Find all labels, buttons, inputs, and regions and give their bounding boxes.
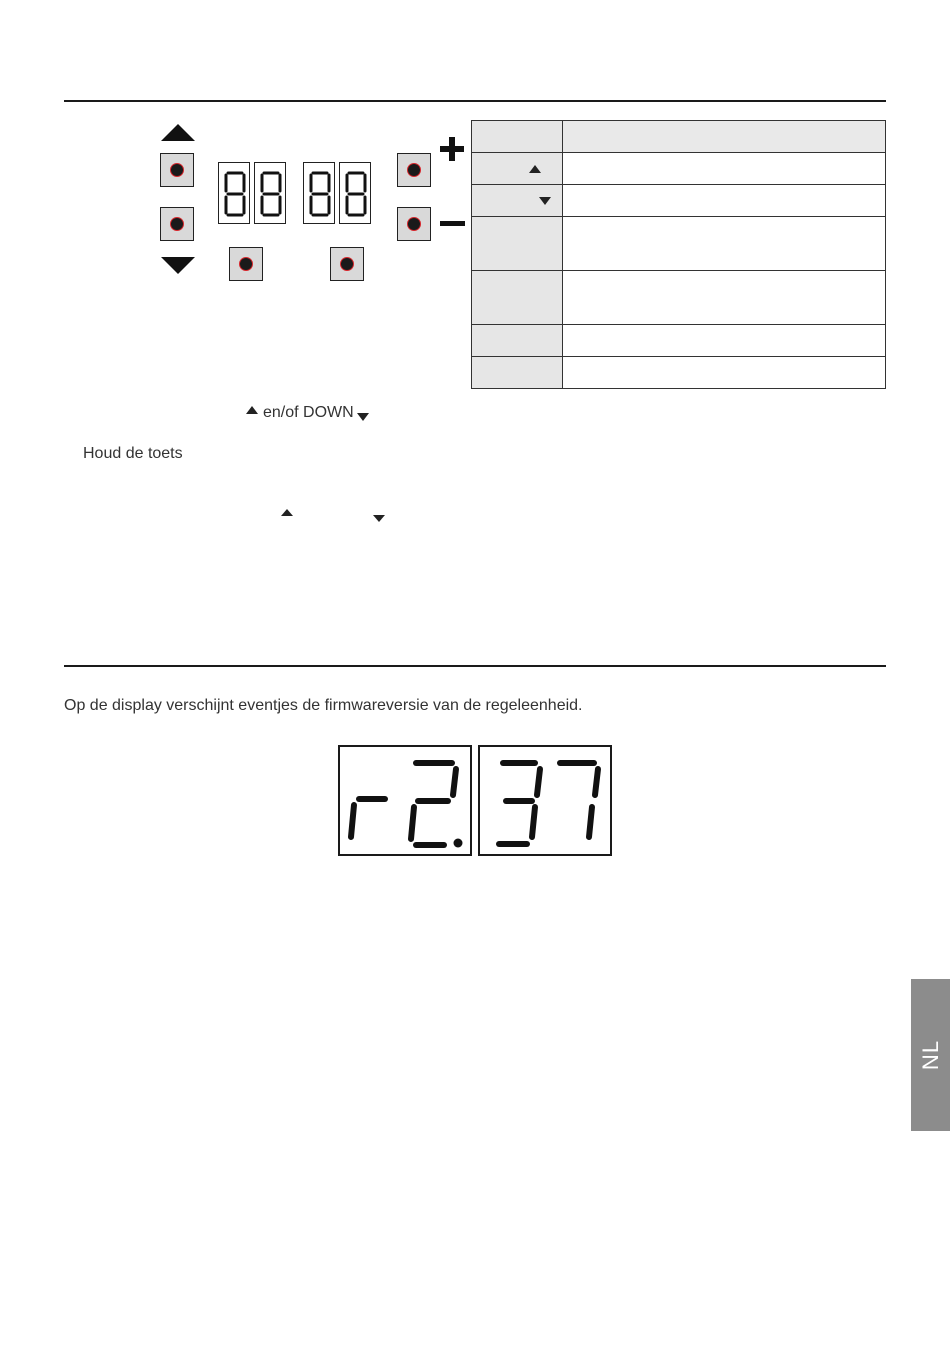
down-triangle-icon [373,515,385,522]
minus-button[interactable] [397,207,431,241]
function-table [471,120,886,389]
led-indicator [407,217,421,231]
table-cell-value [563,153,886,185]
up-triangle-icon [281,509,293,516]
table-cell-key [472,357,563,389]
instruction-line-1: en/of DOWN [263,404,354,421]
firmware-digits-right [480,747,610,854]
table-row [472,217,886,271]
table-row [472,357,886,389]
up-arrow-icon [160,124,196,142]
led-indicator [170,163,184,177]
led-indicator [170,217,184,231]
firmware-display-right [478,745,612,856]
top-rule [64,100,886,102]
segment-digit-3 [303,162,335,224]
language-label: NL [917,1039,943,1071]
table-cell-key [472,185,563,217]
table-header-row [472,121,886,153]
table-cell-key [472,325,563,357]
segment-digit-1 [218,162,250,224]
down-triangle-icon [539,197,551,205]
section-rule [64,665,886,667]
table-row [472,325,886,357]
segment-digit-4 [339,162,371,224]
down-button[interactable] [160,207,194,241]
language-tab [911,979,950,1131]
segment-digit-2 [254,162,286,224]
table-cell-value [563,185,886,217]
table-cell-value [563,357,886,389]
minus-icon [440,219,466,229]
firmware-description: Op de display verschijnt eventjes de firmwareversie van de regeleenheid. [64,697,583,714]
led-indicator [407,163,421,177]
table-cell-key [472,271,563,325]
table-row [472,185,886,217]
up-button[interactable] [160,153,194,187]
up-triangle-icon [246,406,258,414]
table-cell-key [472,121,563,153]
led-indicator [340,257,354,271]
left-bottom-button[interactable] [229,247,263,281]
table-cell-key [472,153,563,185]
plus-icon [439,136,465,162]
plus-button[interactable] [397,153,431,187]
table-row [472,271,886,325]
table-cell-value [563,217,886,271]
table-cell-value [563,121,886,153]
down-arrow-icon [160,257,196,275]
table-cell-key [472,217,563,271]
led-indicator [239,257,253,271]
instruction-line-2: Houd de toets [83,445,183,462]
table-row [472,153,886,185]
firmware-digits-left [340,747,470,854]
up-triangle-icon [529,165,541,173]
table-cell-value [563,325,886,357]
right-bottom-button[interactable] [330,247,364,281]
firmware-display-left [338,745,472,856]
table-cell-value [563,271,886,325]
down-triangle-icon [357,413,369,421]
